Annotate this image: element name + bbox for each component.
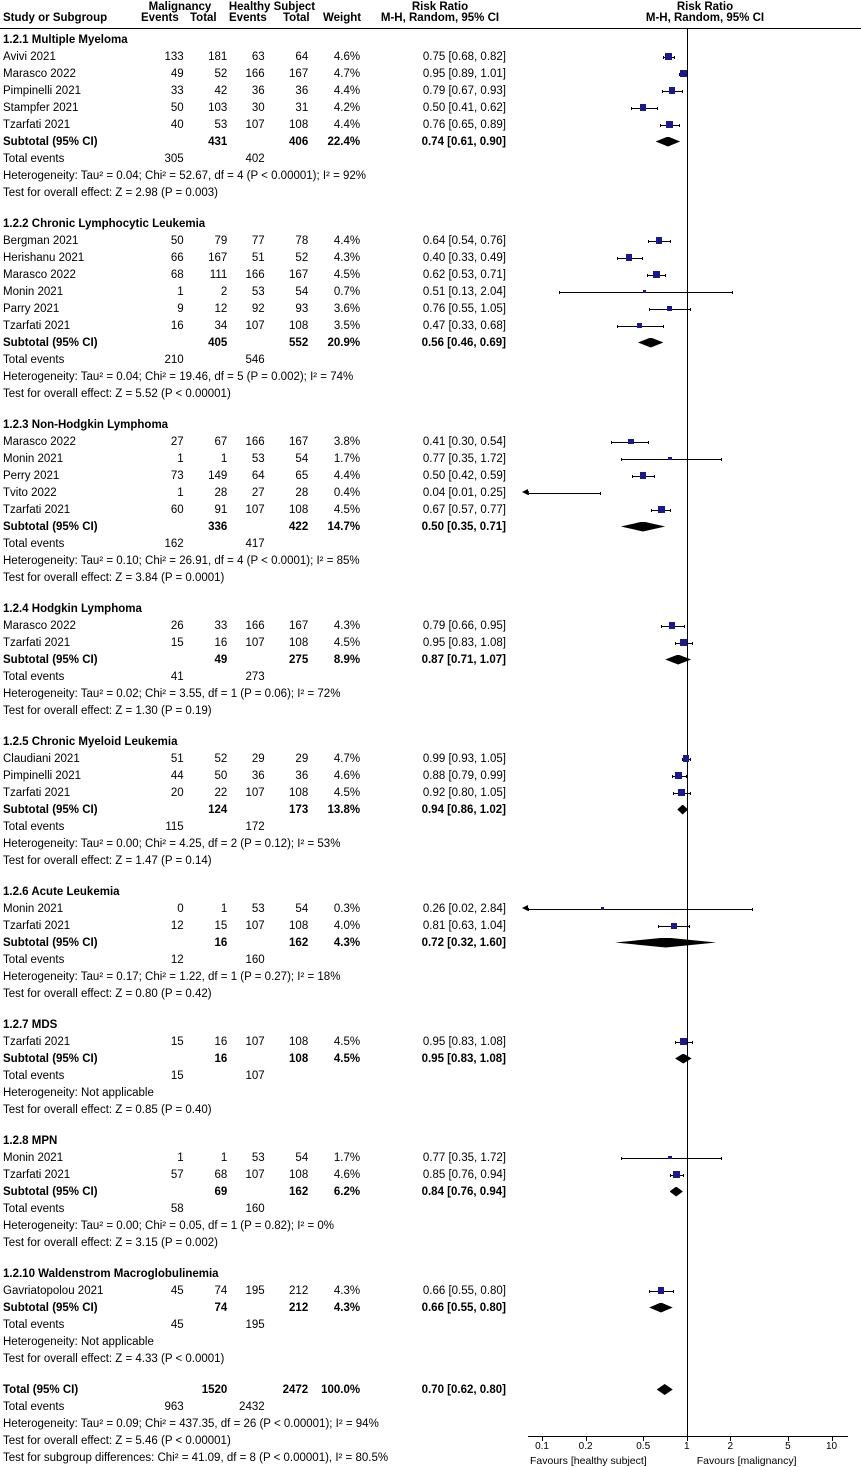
overall-diamond — [657, 1384, 673, 1395]
study-effect-marker — [665, 53, 672, 60]
study-row: Tzarfati 2021 15 16 107 108 4.5% 0.95 [0.83, 1.08] — [3, 636, 506, 649]
ci-end-cap — [611, 441, 612, 444]
subtotal-diamond — [656, 137, 680, 147]
overall-effect-row: Test for overall effect: Z = 2.98 (P = 0.003) — [3, 186, 218, 199]
events-row: Total events 15 107 — [3, 1069, 265, 1082]
subgroup-title: 1.2.3 Non-Hodgkin Lymphoma — [3, 418, 169, 431]
subgroup-title: 1.2.10 Waldenstrom Macroglobulinemia — [3, 1267, 219, 1280]
overall-effect-row: Test for overall effect: Z = 1.30 (P = 0.19) — [3, 704, 212, 717]
study-effect-marker — [666, 121, 672, 127]
study-effect-marker — [640, 104, 646, 110]
ci-arrow-left — [522, 905, 528, 911]
subtotal-diamond — [615, 938, 716, 948]
subtotal-row: Subtotal (95% CI) 16 108 4.5% 0.95 [0.83, 1.08] — [3, 1052, 506, 1065]
overall-effect-row: Test for overall effect: Z = 4.33 (P < 0.0001) — [3, 1352, 225, 1365]
ci-end-cap — [559, 291, 560, 294]
header-g2-events: Events — [229, 12, 267, 24]
study-effect-marker — [658, 1287, 664, 1293]
confidence-interval-line — [528, 909, 752, 910]
subtotal-row: Subtotal (95% CI) 74 212 4.3% 0.66 [0.55, 0.80] — [3, 1301, 506, 1314]
study-row: Avivi 2021 133 181 63 64 4.6% 0.75 [0.68, 0.82] — [3, 50, 506, 63]
header-weight: Weight — [323, 12, 362, 24]
total-row: Total (95% CI) 1520 2472 100.0% 0.70 [0.62, 0.80] — [3, 1383, 506, 1396]
total-events-row: Total events 963 2432 — [3, 1400, 265, 1413]
events-row: Total events 45 195 — [3, 1318, 265, 1331]
forest-graph — [520, 0, 861, 1467]
ci-end-cap — [528, 908, 529, 911]
x-axis-tick-label: 2 — [727, 1440, 734, 1452]
subgroup-title: 1.2.8 MPN — [3, 1134, 58, 1147]
header-rr-left: Risk Ratio — [411, 1, 469, 13]
heterogeneity-row: Heterogeneity: Tau² = 0.04; Chi² = 52.67, df = 4 (P < 0.00001); I² = 92% — [3, 169, 367, 182]
overall-effect-row: Test for overall effect: Z = 0.85 (P = 0.40) — [3, 1103, 212, 1116]
study-effect-marker — [669, 87, 675, 93]
study-effect-marker — [653, 271, 659, 277]
ci-end-cap — [679, 124, 680, 127]
study-effect-marker — [668, 457, 672, 461]
ci-end-cap — [670, 240, 671, 243]
study-row: Monin 2021 0 1 53 54 0.3% 0.26 [0.02, 2.84] — [3, 902, 506, 915]
ci-end-cap — [721, 1157, 722, 1160]
ci-end-cap — [692, 1041, 693, 1044]
events-row: Total events 305 402 — [3, 152, 265, 165]
study-effect-marker — [601, 907, 604, 910]
study-row: Tzarfati 2021 15 16 107 108 4.5% 0.95 [0.83, 1.08] — [3, 1035, 506, 1048]
subgroup-title: 1.2.6 Acute Leukemia — [3, 885, 120, 898]
study-row: Marasco 2022 26 33 166 167 4.3% 0.79 [0.66, 0.95] — [3, 619, 506, 632]
ci-end-cap — [673, 792, 674, 795]
ci-end-cap — [684, 625, 685, 628]
study-effect-marker — [640, 472, 646, 478]
total-heterogeneity-row: Heterogeneity: Tau² = 0.09; Chi² = 437.35, df = 26 (P < 0.00001); I² = 94% — [3, 1417, 379, 1430]
study-row: Marasco 2022 27 67 166 167 3.8% 0.41 [0.30, 0.54] — [3, 435, 506, 448]
subgroup-title: 1.2.5 Chronic Myeloid Leukemia — [3, 735, 178, 748]
study-effect-marker — [680, 70, 687, 77]
events-row: Total events 162 417 — [3, 537, 265, 550]
ci-end-cap — [675, 642, 676, 645]
header-rr-right-sub: M-H, Random, 95% CI — [645, 12, 765, 24]
ci-end-cap — [642, 257, 643, 260]
subtotal-row: Subtotal (95% CI) 431 406 22.4% 0.74 [0.61, 0.90] — [3, 135, 506, 148]
ci-end-cap — [672, 775, 673, 778]
ci-end-cap — [732, 291, 733, 294]
study-row: Monin 2021 1 1 53 54 1.7% 0.77 [0.35, 1.72] — [3, 452, 506, 465]
ci-end-cap — [617, 257, 618, 260]
overall-effect-row: Test for overall effect: Z = 0.80 (P = 0.42) — [3, 987, 212, 1000]
ci-end-cap — [600, 492, 601, 495]
study-row: Claudiani 2021 51 52 29 29 4.7% 0.99 [0.93, 1.05] — [3, 752, 506, 765]
subtotal-diamond — [670, 1187, 683, 1197]
events-row: Total events 41 273 — [3, 670, 265, 683]
ci-end-cap — [690, 308, 691, 311]
ci-end-cap — [673, 1290, 674, 1293]
study-row: Pimpinelli 2021 44 50 36 36 4.6% 0.88 [0.79, 0.99] — [3, 769, 506, 782]
header-rr-left-sub: M-H, Random, 95% CI — [380, 12, 500, 24]
overall-effect-row: Test for overall effect: Z = 3.84 (P = 0.0001) — [3, 571, 225, 584]
x-axis — [528, 1436, 848, 1437]
overall-effect-row: Test for overall effect: Z = 5.52 (P < 0.00001) — [3, 387, 231, 400]
study-row: Tzarfati 2021 12 15 107 108 4.0% 0.81 [0.63, 1.04] — [3, 919, 506, 932]
ci-end-cap — [621, 458, 622, 461]
heterogeneity-row: Heterogeneity: Tau² = 0.04; Chi² = 19.46, df = 5 (P = 0.002); I² = 74% — [3, 370, 354, 383]
study-effect-marker — [643, 290, 646, 293]
ci-end-cap — [661, 625, 662, 628]
x-axis-tick-label: 0.2 — [578, 1440, 593, 1452]
events-row: Total events 12 160 — [3, 953, 265, 966]
study-row: Tvito 2022 1 28 27 28 0.4% 0.04 [0.01, 0.25] — [3, 486, 506, 499]
study-effect-marker — [675, 772, 682, 779]
ci-end-cap — [663, 325, 664, 328]
ci-end-cap — [657, 107, 658, 110]
ci-end-cap — [631, 107, 632, 110]
ci-end-cap — [665, 274, 666, 277]
overall-effect-row: Test for overall effect: Z = 3.15 (P = 0.002) — [3, 1236, 218, 1249]
overall-effect-row: Test for overall effect: Z = 1.47 (P = 0.14) — [3, 854, 212, 867]
header-study: Study or Subgroup — [3, 12, 108, 24]
subgroup-title: 1.2.1 Multiple Myeloma — [3, 33, 128, 46]
study-effect-marker — [626, 254, 632, 260]
ci-end-cap — [670, 1174, 671, 1177]
ci-end-cap — [647, 274, 648, 277]
study-effect-marker — [669, 622, 675, 628]
header-rr-right: Risk Ratio — [676, 1, 734, 13]
study-row: Tzarfati 2021 40 53 107 108 4.4% 0.76 [0.65, 0.89] — [3, 118, 506, 131]
ci-end-cap — [654, 475, 655, 478]
x-axis-tick-label: 10 — [825, 1440, 838, 1452]
header-group-malignancy: Malignancy — [148, 1, 212, 13]
ci-end-cap — [663, 56, 664, 59]
ci-end-cap — [649, 1290, 650, 1293]
ci-end-cap — [690, 758, 691, 761]
study-row: Marasco 2022 49 52 166 167 4.7% 0.95 [0.89, 1.01] — [3, 67, 506, 80]
events-row: Total events 58 160 — [3, 1202, 265, 1215]
study-row: Marasco 2022 68 111 166 167 4.5% 0.62 [0.53, 0.71] — [3, 268, 506, 281]
subtotal-row: Subtotal (95% CI) 69 162 6.2% 0.84 [0.76, 0.94] — [3, 1185, 506, 1198]
ci-end-cap — [617, 325, 618, 328]
ci-end-cap — [648, 240, 649, 243]
ci-end-cap — [752, 908, 753, 911]
study-effect-marker — [678, 789, 684, 795]
ci-end-cap — [648, 441, 649, 444]
ci-arrow-left — [522, 489, 528, 495]
ci-end-cap — [670, 509, 671, 512]
x-axis-tick-label: 0.5 — [636, 1440, 651, 1452]
study-effect-marker — [671, 923, 677, 929]
study-effect-marker — [668, 1156, 672, 1160]
subgroup-title: 1.2.4 Hodgkin Lymphoma — [3, 602, 142, 615]
study-row: Tzarfati 2021 57 68 107 108 4.6% 0.85 [0.76, 0.94] — [3, 1168, 506, 1181]
heterogeneity-row: Heterogeneity: Tau² = 0.17; Chi² = 1.22, df = 1 (P = 0.27); I² = 18% — [3, 970, 341, 983]
study-row: Perry 2021 73 149 64 65 4.4% 0.50 [0.42, 0.59] — [3, 469, 506, 482]
study-row: Stampfer 2021 50 103 30 31 4.2% 0.50 [0.41, 0.62] — [3, 101, 506, 114]
study-row: Bergman 2021 50 79 77 78 4.4% 0.64 [0.54, 0.76] — [3, 234, 506, 247]
study-row: Monin 2021 1 2 53 54 0.7% 0.51 [0.13, 2.04] — [3, 285, 506, 298]
heterogeneity-row: Heterogeneity: Not applicable — [3, 1086, 154, 1099]
study-effect-marker — [667, 306, 673, 312]
study-row: Pimpinelli 2021 33 42 36 36 4.4% 0.79 [0.67, 0.93] — [3, 84, 506, 97]
study-row: Herishanu 2021 66 167 51 52 4.3% 0.40 [0.33, 0.49] — [3, 251, 506, 264]
ci-end-cap — [662, 90, 663, 93]
subgroup-diff-row: Test for subgroup differences: Chi² = 41.09, df = 8 (P < 0.00001), I² = 80.5% — [3, 1451, 389, 1464]
subgroup-title: 1.2.2 Chronic Lymphocytic Leukemia — [3, 217, 206, 230]
ci-end-cap — [721, 458, 722, 461]
heterogeneity-row: Heterogeneity: Tau² = 0.10; Chi² = 26.91, df = 4 (P < 0.0001); I² = 85% — [3, 554, 360, 567]
study-effect-marker — [656, 237, 662, 243]
ci-end-cap — [692, 642, 693, 645]
ci-end-cap — [651, 509, 652, 512]
study-effect-marker — [680, 639, 686, 645]
null-effect-line — [687, 28, 688, 1436]
subtotal-diamond — [638, 338, 663, 348]
total-overall-row: Test for overall effect: Z = 5.46 (P < 0.00001) — [3, 1434, 231, 1447]
header-g1-total: Total — [190, 12, 217, 24]
subtotal-row: Subtotal (95% CI) 405 552 20.9% 0.56 [0.46, 0.69] — [3, 336, 506, 349]
x-axis-tick-label: 0.1 — [535, 1440, 549, 1452]
study-row: Parry 2021 9 12 92 93 3.6% 0.76 [0.55, 1.05] — [3, 302, 506, 315]
study-row: Tzarfati 2021 16 34 107 108 3.5% 0.47 [0.33, 0.68] — [3, 319, 506, 332]
subtotal-row: Subtotal (95% CI) 16 162 4.3% 0.72 [0.32, 1.60] — [3, 936, 506, 949]
study-row: Gavriatopolou 2021 45 74 195 212 4.3% 0.66 [0.55, 0.80] — [3, 1284, 506, 1297]
subtotal-diamond — [649, 1303, 673, 1313]
x-axis-tick-label: 5 — [785, 1440, 791, 1452]
subgroup-title: 1.2.7 MDS — [3, 1018, 58, 1031]
study-effect-marker — [658, 506, 664, 512]
subtotal-row: Subtotal (95% CI) 124 173 13.8% 0.94 [0.86, 1.02] — [3, 803, 506, 816]
events-row: Total events 210 546 — [3, 353, 265, 366]
ci-end-cap — [632, 475, 633, 478]
heterogeneity-row: Heterogeneity: Not applicable — [3, 1335, 154, 1348]
x-axis-tick-label: 1 — [683, 1440, 690, 1452]
events-row: Total events 115 172 — [3, 820, 265, 833]
ci-end-cap — [687, 73, 688, 76]
ci-end-cap — [660, 124, 661, 127]
subtotal-diamond — [621, 522, 665, 532]
ci-end-cap — [649, 308, 650, 311]
favours-left-label: Favours [healthy subject] — [530, 1454, 647, 1467]
subtotal-row: Subtotal (95% CI) 336 422 14.7% 0.50 [0.35, 0.71] — [3, 520, 506, 533]
heterogeneity-row: Heterogeneity: Tau² = 0.02; Chi² = 3.55, df = 1 (P = 0.06); I² = 72% — [3, 687, 341, 700]
subtotal-row: Subtotal (95% CI) 49 275 8.9% 0.87 [0.71, 1.07] — [3, 653, 506, 666]
header-g2-total: Total — [283, 12, 310, 24]
ci-end-cap — [686, 775, 687, 778]
heterogeneity-row: Heterogeneity: Tau² = 0.00; Chi² = 0.05, df = 1 (P = 0.82); I² = 0% — [3, 1219, 335, 1232]
study-effect-marker — [637, 323, 643, 329]
study-effect-marker — [683, 755, 690, 762]
favours-right-label: Favours [malignancy] — [696, 1454, 797, 1467]
study-effect-marker — [628, 439, 634, 445]
ci-end-cap — [690, 792, 691, 795]
ci-end-cap — [682, 90, 683, 93]
header-g1-events: Events — [141, 12, 179, 24]
header-group-healthy: Healthy Subject — [228, 1, 316, 13]
study-row: Monin 2021 1 1 53 54 1.7% 0.77 [0.35, 1.72] — [3, 1151, 506, 1164]
ci-end-cap — [674, 56, 675, 59]
confidence-interval-line — [528, 493, 600, 494]
study-row: Tzarfati 2021 60 91 107 108 4.5% 0.67 [0.57, 0.77] — [3, 503, 506, 516]
study-effect-marker — [673, 1171, 680, 1178]
study-effect-marker — [680, 1038, 686, 1044]
study-row: Tzarfati 2021 20 22 107 108 4.5% 0.92 [0.80, 1.05] — [3, 786, 506, 799]
ci-end-cap — [689, 925, 690, 928]
ci-end-cap — [658, 925, 659, 928]
ci-end-cap — [683, 1174, 684, 1177]
ci-end-cap — [675, 1041, 676, 1044]
subtotal-diamond — [675, 1054, 692, 1064]
ci-end-cap — [621, 1157, 622, 1160]
heterogeneity-row: Heterogeneity: Tau² = 0.00; Chi² = 4.25, df = 2 (P = 0.12); I² = 53% — [3, 837, 341, 850]
